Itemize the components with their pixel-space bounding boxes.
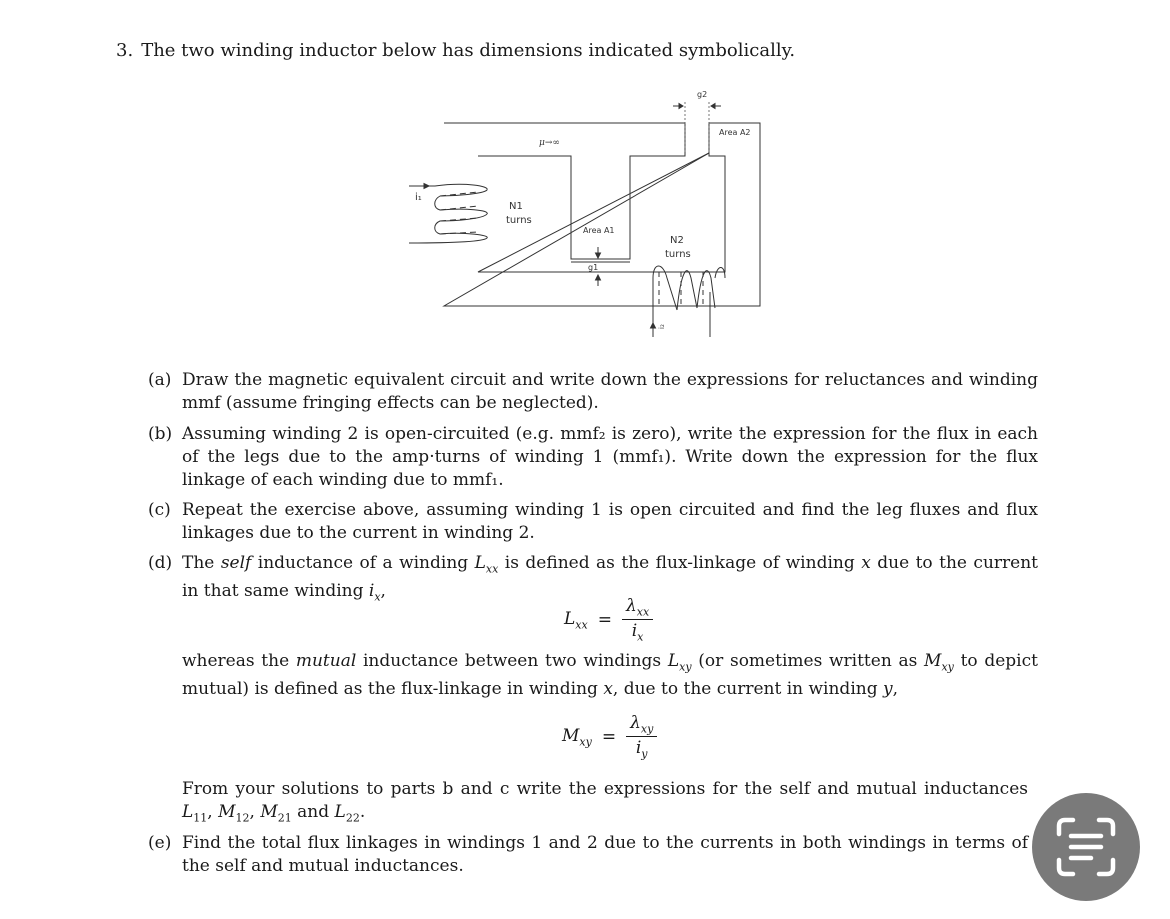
label-gap1: g1 (588, 263, 599, 272)
question-title (116, 40, 795, 61)
equation-self-inductance: $L_{xx}$ = $\frac{\lambda_{xx}}{i_x}$ (564, 596, 653, 644)
inductor-diagram (395, 82, 785, 347)
label-gap2: g2 (697, 90, 708, 99)
question-intro: The two winding inductor below has dimensions indicated symbolically. (141, 40, 796, 61)
question-number: 3. (116, 40, 134, 61)
part-a-label: (a) (148, 370, 172, 390)
label-n1-unit: turns (506, 215, 532, 226)
part-d-text: The self inductance of a winding $L_{xx}$ is defined as the flux-linkage of winding x due to the current in that same winding $i_x$, (182, 553, 1038, 604)
part-c-label: (c) (148, 500, 171, 520)
part-b-label: (b) (148, 424, 173, 444)
part-e (148, 832, 1028, 878)
equation-mutual-inductance: $M_{xy}$ = $\frac{\lambda_{xy}}{i_y}$ (562, 713, 657, 761)
part-a (148, 369, 1038, 415)
scan-text-button[interactable] (1032, 793, 1140, 901)
part-e-label: (e) (148, 833, 172, 853)
label-mu: μ→∞ (539, 138, 560, 148)
label-current1: i₁ (415, 192, 422, 203)
part-d-mutual-text: whereas the mutual inductance between two windings $L_{xy}$ (or sometimes written as $M_{xy}$ to depict mutual) is defined as the flux-linkage in winding x, due to the current in winding y, (182, 651, 1038, 700)
label-n2: N2 (670, 235, 684, 246)
part-c-text: Repeat the exercise above, assuming winding 1 is open circuited and find the leg fluxes and flux linkages due to the current in winding 2. (182, 500, 1038, 543)
label-current2: i₂ (658, 324, 666, 329)
scan-text-icon (1053, 814, 1119, 880)
label-area-a2: Area A2 (719, 128, 751, 137)
part-b-text: Assuming winding 2 is open-circuited (e.g. mmf₂ is zero), write the expression for the flux in each of the legs due to the amp·turns of winding 1 (mmf₁). Write down the expression for the flux linkage of each winding due to mmf₁. (182, 424, 1038, 490)
part-b (148, 423, 1038, 492)
part-c (148, 499, 1038, 545)
part-d-label: (d) (148, 553, 173, 573)
label-area-a1: Area A1 (583, 226, 615, 235)
label-n2-unit: turns (665, 249, 691, 260)
core-outline-outer (444, 123, 760, 306)
label-n1: N1 (509, 201, 523, 212)
part-e-text: Find the total flux linkages in windings 1 and 2 due to the currents in both windings in terms of the self and mutual inductances. (182, 833, 1028, 876)
part-a-text: Draw the magnetic equivalent circuit and write down the expressions for reluctances and winding mmf (assume fringing effects can be neglected). (182, 370, 1038, 413)
part-d-final-text: From your solutions to parts b and c write the expressions for the self and mutual inductances $L_{11}$, $M_{12}$, $M_{21}$ and $L_{22}$. (182, 779, 1028, 825)
